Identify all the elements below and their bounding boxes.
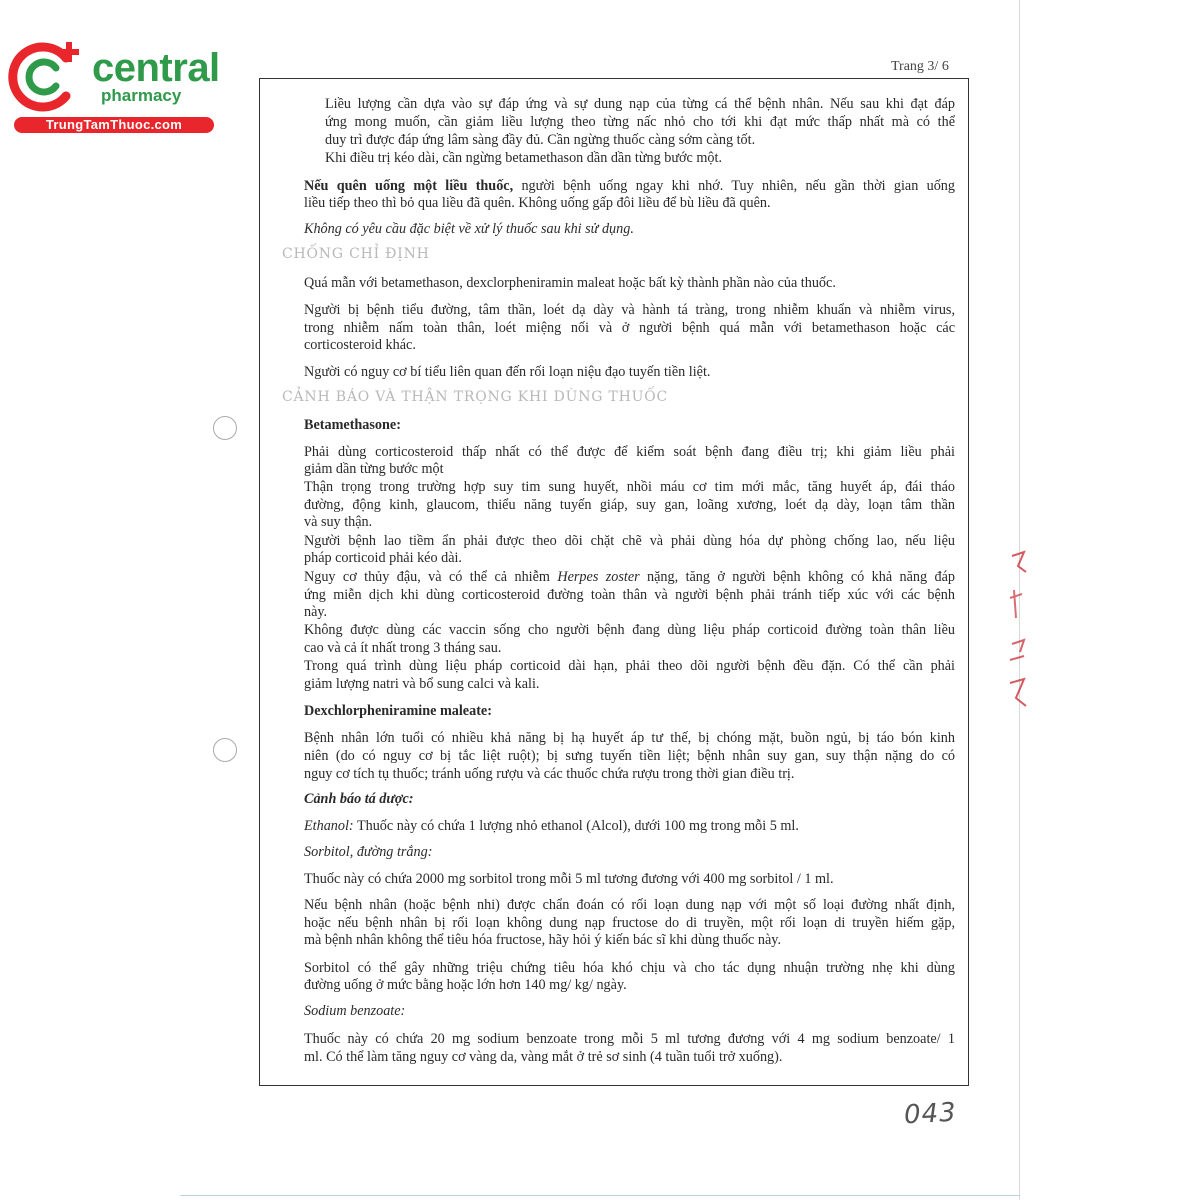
contra-line-4: corticosteroid khác. bbox=[304, 337, 416, 353]
sorbitol-label: Sorbitol, đường trắng: bbox=[304, 844, 433, 860]
benzoate-line-1: Thuốc này có chứa 20 mg sodium benzoate trong mỗi 5 ml tương đương với 4 mg sodium benzoate/ 1 bbox=[304, 1031, 955, 1047]
beta-line-10: này. bbox=[304, 604, 328, 620]
contra-line-1: Quá mẫn với betamethason, dexclorpheniramin maleat hoặc bất kỳ thành phần nào của thuốc. bbox=[304, 275, 836, 291]
missed-dose-line-2: liều tiếp theo thì bỏ qua liều đã quên. Không uống gấp đôi liều để bù liều đã quên. bbox=[304, 195, 771, 211]
section-heading-contraindications: CHỐNG CHỈ ĐỊNH bbox=[282, 246, 430, 262]
sorbitol-line-5: Sorbitol có thể gây những triệu chứng tiêu hóa khó chịu và cho tác dụng nhuận trường nhẹ khi dùng bbox=[304, 960, 955, 976]
section-heading-warnings: CẢNH BÁO VÀ THẬN TRỌNG KHI DÙNG THUỐC bbox=[282, 389, 669, 405]
beta-line-4: đường, động kinh, glaucom, thiểu năng tuyến giáp, suy gan, loãng xương, loét dạ dày, loạn tâm thần bbox=[304, 497, 955, 513]
central-c-cross-icon bbox=[8, 36, 90, 118]
beta-line-8 bbox=[304, 569, 955, 585]
subheading-betamethasone: Betamethasone: bbox=[304, 417, 401, 433]
central-pharmacy-logo bbox=[8, 36, 220, 136]
beta-line-9: ứng miễn dịch khi dùng corticosteroid đường toàn thân và người bệnh phải tránh tiếp xúc với các bệnh bbox=[304, 587, 955, 603]
beta-line-13: Trong quá trình dùng liệu pháp corticoid dài hạn, phải theo dõi người bệnh đều đặn. Có thể cần phải bbox=[304, 658, 955, 674]
dex-line-1: Bệnh nhân lớn tuổi có nhiều khả năng bị hạ huyết áp tư thế, bị chóng mặt, buồn ngủ, bị táo bón kinh bbox=[304, 730, 955, 746]
sodium-benzoate-label: Sodium benzoate: bbox=[304, 1003, 406, 1019]
dosage-line-1: Liều lượng cần dựa vào sự đáp ứng và sự dung nạp của từng cá thể bệnh nhân. Nếu sau khi đạt đáp bbox=[325, 96, 955, 112]
sorbitol-line-3: hoặc nếu bệnh nhân bị rối loạn không dung nạp fructose do di truyền, một rối loạn di truyền hiếm gặp, bbox=[304, 915, 955, 931]
punch-hole-bottom bbox=[213, 738, 237, 762]
missed-dose-text: người bệnh uống ngay khi nhớ. Tuy nhiên, nếu gần thời gian uống bbox=[513, 178, 955, 194]
dosage-line-3: duy trì được đáp ứng lâm sàng đầy đủ. Cần ngừng thuốc càng sớm càng tốt. bbox=[325, 132, 756, 148]
beta-line-7: pháp corticoid phải kéo dài. bbox=[304, 550, 462, 566]
missed-dose-label: Nếu quên uống một liều thuốc, bbox=[304, 178, 514, 194]
red-stamp-mark bbox=[1004, 548, 1032, 713]
subheading-dexchlorpheniramine: Dexchlorpheniramine maleate: bbox=[304, 703, 492, 719]
beta-line-5: và suy thận. bbox=[304, 514, 373, 530]
page-bottom-line bbox=[180, 1195, 1020, 1196]
sorbitol-line-2: Nếu bệnh nhân (hoặc bệnh nhi) được chẩn đoán có rối loạn dung nạp với một số loại đường nhất định, bbox=[304, 897, 955, 913]
benzoate-line-2: ml. Có thể làm tăng nguy cơ vàng da, vàng mắt ở trẻ sơ sinh (4 tuần tuổi trở xuống). bbox=[304, 1049, 783, 1065]
sorbitol-line-1: Thuốc này có chứa 2000 mg sorbitol trong mỗi 5 ml tương đương với 400 mg sorbitol / 1 ml. bbox=[304, 871, 834, 887]
logo-site-banner: TrungTamThuoc.com bbox=[14, 117, 214, 133]
handwritten-page-number: 043 bbox=[903, 1097, 958, 1131]
beta-line-1: Phải dùng corticosteroid thấp nhất có thể được để kiểm soát bệnh đang điều trị; khi giảm liều phải bbox=[304, 444, 955, 460]
ethanol-text: Thuốc này có chứa 1 lượng nhỏ ethanol (Alcol), dưới 100 mg trong mỗi 5 ml. bbox=[353, 818, 799, 834]
beta-line-3: Thận trọng trong trường hợp suy tim sung huyết, nhồi máu cơ tim mới mắc, tăng huyết áp, đái tháo bbox=[304, 479, 955, 495]
dex-line-2: niên (do có nguy cơ bị tắc liệt ruột); bị sưng tuyến tiền liệt; bệnh nhân suy gan, suy thận nặng do có bbox=[304, 748, 955, 764]
herpes-zoster-term: Herpes zoster bbox=[557, 569, 640, 585]
page-number: Trang 3/ 6 bbox=[891, 59, 949, 74]
ethanol-label: Ethanol: bbox=[304, 818, 354, 834]
ethanol-line bbox=[304, 818, 799, 834]
missed-dose-line-1 bbox=[304, 178, 955, 194]
dosage-line-2: ứng mong muốn, cần giảm liều lượng theo từng nấc nhỏ cho tới khi đạt mức thấp nhất mà có thể bbox=[325, 114, 955, 130]
beta-line-14: giảm lượng natri và bổ sung calci và kali. bbox=[304, 676, 540, 692]
dosage-line-4: Khi điều trị kéo dài, cần ngừng betamethason dần dần từng bước một. bbox=[325, 150, 722, 166]
sorbitol-line-6: đường uống ở mức bằng hoặc lớn hơn 140 mg/ kg/ ngày. bbox=[304, 977, 627, 993]
contra-line-5: Người có nguy cơ bí tiểu liên quan đến rối loạn niệu đạo tuyến tiền liệt. bbox=[304, 364, 711, 380]
beta-line-8-a: Nguy cơ thủy đậu, và có thể cả nhiễm bbox=[304, 569, 558, 585]
contra-line-3: trong nhiễm nấm toàn thân, loét miệng nối và ở người bệnh quá mẫn với betamethason hoặc các bbox=[304, 320, 955, 336]
dex-line-3: nguy cơ tích tụ thuốc; tránh uống rượu và các thuốc chứa rượu trong thời gian điều trị. bbox=[304, 766, 795, 782]
disposal-note: Không có yêu cầu đặc biệt về xử lý thuốc sau khi sử dụng. bbox=[304, 221, 634, 237]
logo-sub-text: pharmacy bbox=[101, 86, 182, 105]
logo-brand-text: central bbox=[92, 46, 220, 90]
beta-line-6: Người bệnh lao tiềm ẩn phải được theo dõi chặt chẽ và phải dùng hóa dự phòng chống lao, nếu liệu bbox=[304, 533, 955, 549]
beta-line-2: giảm dần từng bước một bbox=[304, 461, 444, 477]
beta-line-11: Không được dùng các vaccin sống cho người bệnh đang dùng liệu pháp corticoid đường toàn thân liều bbox=[304, 622, 955, 638]
sorbitol-line-4: mà bệnh nhân không thể tiêu hóa fructose, hãy hỏi ý kiến bác sĩ khi dùng thuốc này. bbox=[304, 932, 782, 948]
punch-hole-top bbox=[213, 416, 237, 440]
beta-line-8-b: nặng, tăng ở người bệnh không có khả năng đáp bbox=[639, 569, 955, 585]
contra-line-2: Người bị bệnh tiểu đường, tâm thần, loét dạ dày và hành tá tràng, trong nhiễm khuẩn và nhiễm virus, bbox=[304, 302, 955, 318]
subheading-excipient-warning: Cảnh báo tá dược: bbox=[304, 791, 414, 807]
beta-line-12: cao và cả ít nhất trong 3 tháng sau. bbox=[304, 640, 502, 656]
